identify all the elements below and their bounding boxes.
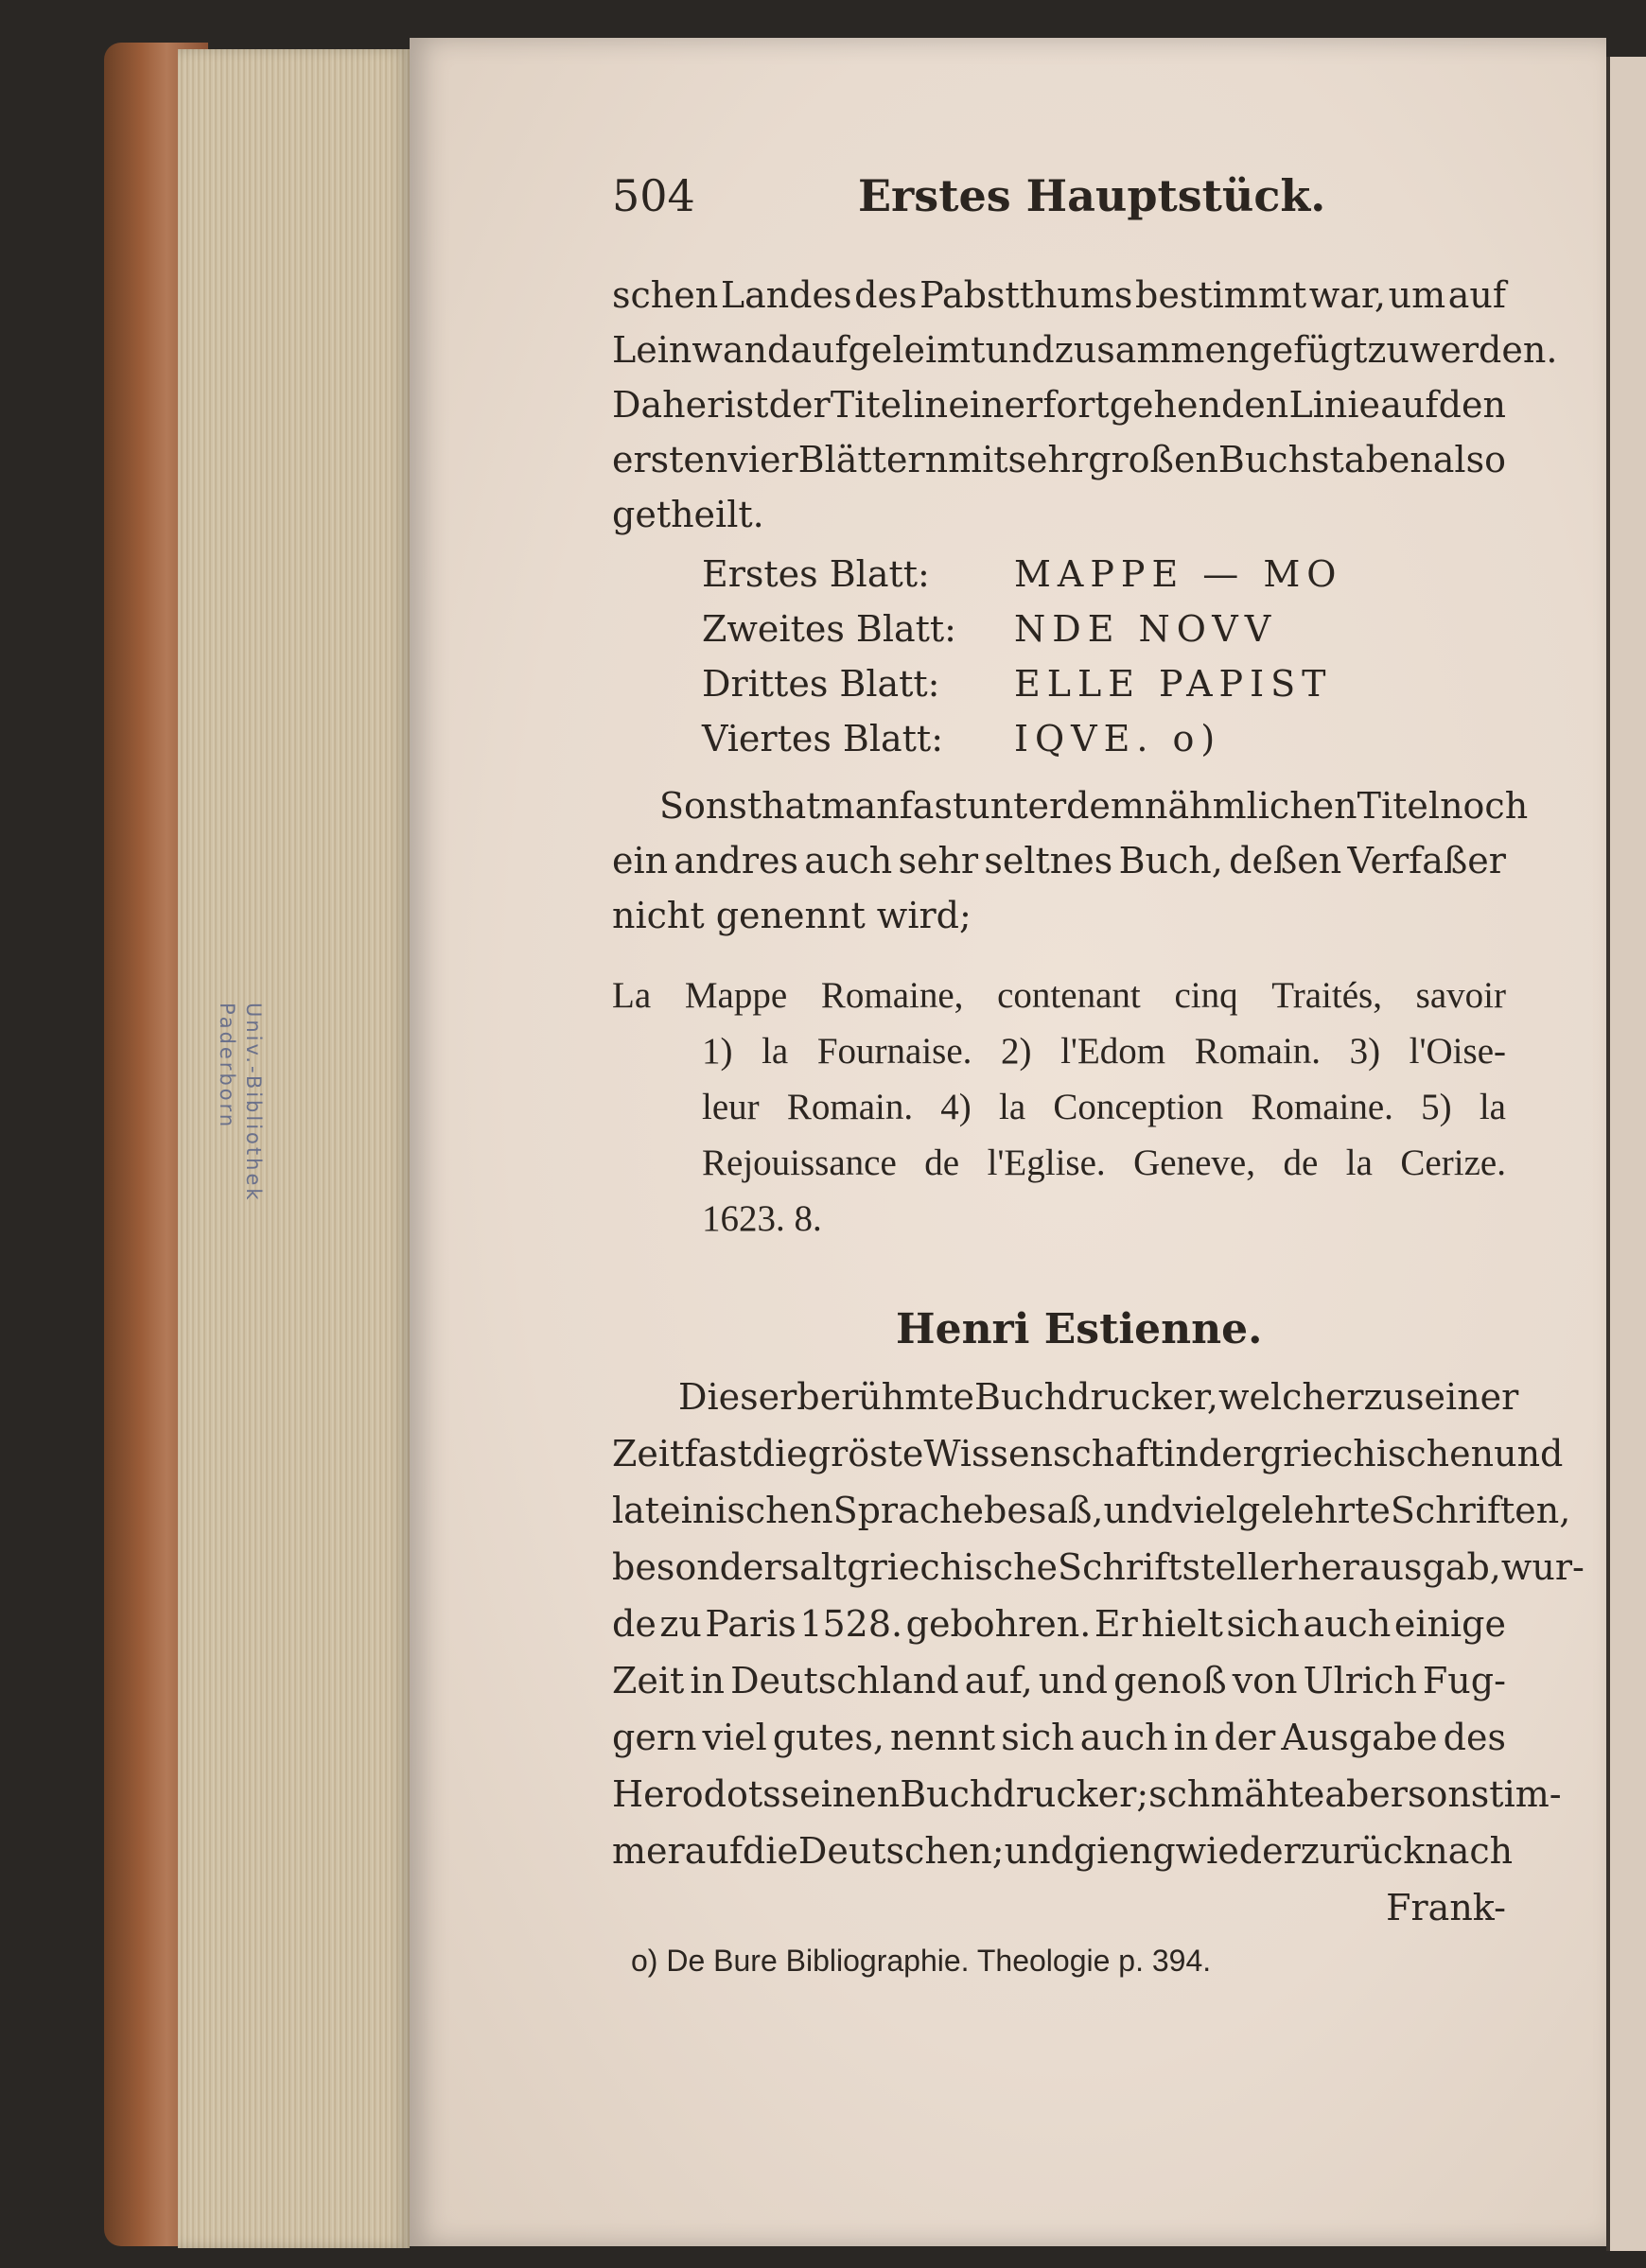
paragraph-1-line: schen Landes des Pabstthums bestimmt war, um auf bbox=[612, 274, 1506, 316]
blatt-label: Zweites Blatt: bbox=[702, 608, 956, 650]
citation-line: 1623. 8. bbox=[702, 1198, 822, 1239]
paragraph-3-line: Herodots seinen Buchdrucker; schmähte aber sonst im- bbox=[612, 1773, 1562, 1815]
running-title: Erstes Hauptstück. bbox=[858, 170, 1326, 221]
facing-page-edge bbox=[1606, 57, 1646, 2251]
stamp-line-2: Paderborn bbox=[216, 1003, 238, 1130]
page-number: 504 bbox=[612, 170, 695, 221]
paragraph-1-line: Leinwand aufgeleimt und zusammengefügt zu werden. bbox=[612, 329, 1558, 371]
blatt-value: IQVE. o) bbox=[1014, 718, 1222, 759]
blatt-label: Viertes Blatt: bbox=[702, 718, 943, 759]
paragraph-3-line: lateinischen Sprache besaß, und viel gelehrte Schriften, bbox=[612, 1490, 1571, 1531]
citation-line: Rejouissance de l'Eglise. Geneve, de la Cerize. bbox=[702, 1143, 1506, 1183]
paragraph-1-line: Daher ist der Titel in einer fortgehenden Linie auf den bbox=[612, 384, 1506, 426]
blatt-label: Erstes Blatt: bbox=[702, 553, 930, 595]
page-block-edge bbox=[178, 49, 410, 2248]
paragraph-2-line: ein andres auch sehr seltnes Buch, deßen Verfaßer bbox=[612, 840, 1506, 881]
paragraph-3-line: Zeit in Deutschland auf, und genoß von Ulrich Fug- bbox=[612, 1660, 1506, 1701]
paragraph-3-line: mer auf die Deutschen; und gieng wieder zurück nach bbox=[612, 1830, 1514, 1872]
library-stamp bbox=[214, 1003, 267, 1203]
paragraph-3-line: besonders alt griechische Schriftsteller herausgab, wur- bbox=[612, 1546, 1585, 1588]
paragraph-3-line: Dieser berühmte Buchdrucker, welcher zu seiner bbox=[678, 1376, 1519, 1418]
blatt-value: ELLE PAPIST bbox=[1014, 663, 1333, 705]
citation-line: leur Romain. 4) la Conception Romaine. 5) la bbox=[702, 1087, 1506, 1127]
paragraph-3-line: gern viel gutes, nennt sich auch in der Ausgabe des bbox=[612, 1717, 1506, 1758]
paragraph-1-line: getheilt. bbox=[612, 494, 764, 535]
blatt-value: NDE NOVV bbox=[1014, 608, 1278, 650]
citation-line: 1) la Fournaise. 2) l'Edom Romain. 3) l'Oise- bbox=[702, 1031, 1506, 1072]
paragraph-1-line: ersten vier Blättern mit sehr großen Buchstaben also bbox=[612, 439, 1506, 480]
footnote: o) De Bure Bibliographie. Theologie p. 394. bbox=[631, 1944, 1212, 1978]
blatt-label: Drittes Blatt: bbox=[702, 663, 940, 705]
section-heading: Henri Estienne. bbox=[896, 1305, 1263, 1353]
citation-line: La Mappe Romaine, contenant cinq Traités, savoir bbox=[612, 975, 1506, 1016]
blatt-value: MAPPE — MO bbox=[1014, 553, 1343, 595]
paragraph-3-line: de zu Paris 1528. gebohren. Er hielt sich auch einige bbox=[612, 1603, 1506, 1645]
paragraph-2-line: Sonst hat man fast unter dem nähmlichen Titel noch bbox=[659, 785, 1529, 827]
catchword: Frank- bbox=[1386, 1887, 1506, 1928]
stamp-line-1: Univ.-Bibliothek bbox=[242, 1003, 265, 1203]
paragraph-3-line: Zeit fast die gröste Wissenschaft in der griechischen und bbox=[612, 1433, 1564, 1474]
paragraph-2-line: nicht genennt wird; bbox=[612, 895, 972, 936]
